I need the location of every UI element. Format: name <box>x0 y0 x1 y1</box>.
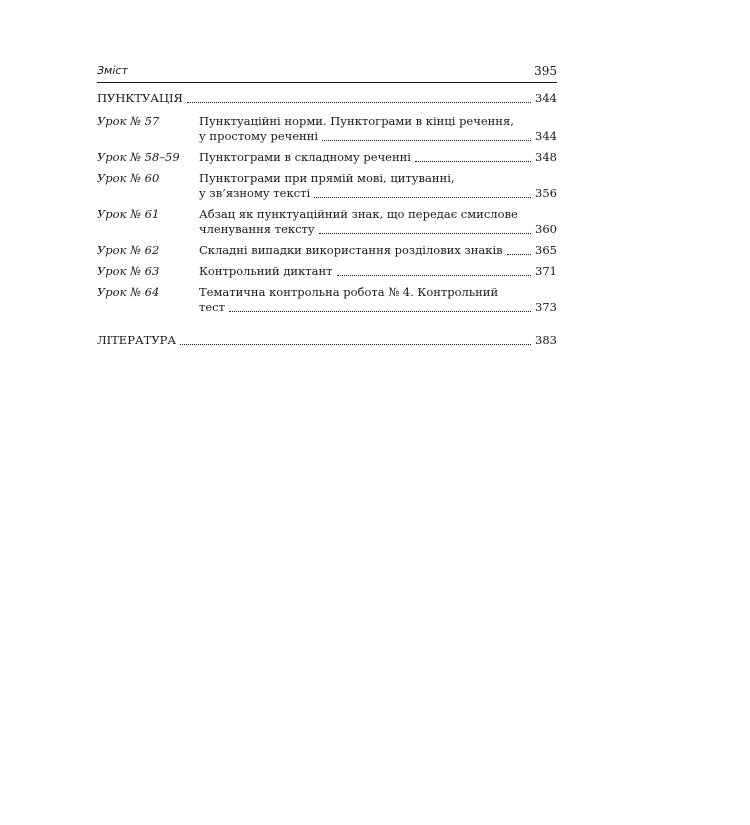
leader-dots <box>180 343 531 345</box>
lesson-label: Урок № 63 <box>97 264 160 278</box>
lesson-label: Урок № 61 <box>97 207 160 221</box>
section-title: Зміст <box>97 64 128 77</box>
lesson-title-line1: Пунктограми при прямій мові, цитуванні, <box>199 171 455 185</box>
leader-dots <box>229 310 531 312</box>
toc-page-number: 344 <box>535 129 557 143</box>
lesson-title-line1: Абзац як пунктуаційний знак, що передає смислове <box>199 207 518 221</box>
toc-page-number: 365 <box>535 243 557 257</box>
toc-lesson-62[interactable] <box>97 243 557 258</box>
toc-lesson-64[interactable] <box>97 285 557 315</box>
toc-part-title: ПУНКТУАЦІЯ <box>97 91 183 105</box>
lesson-title-line1: Складні випадки використання розділових знаків <box>199 243 503 257</box>
lesson-title <box>199 243 557 258</box>
lesson-label: Урок № 62 <box>97 243 160 257</box>
lesson-title-line2: членування тексту <box>199 222 315 236</box>
toc-lesson-63[interactable] <box>97 264 557 279</box>
lesson-label: Урок № 57 <box>97 114 160 128</box>
toc-lesson-61[interactable] <box>97 207 557 237</box>
lesson-title <box>199 264 557 279</box>
toc-part-punctuation[interactable] <box>97 91 557 106</box>
lesson-title <box>199 171 557 201</box>
toc-part-literature[interactable] <box>97 333 557 348</box>
toc-part-title: ЛІТЕРАТУРА <box>97 333 177 347</box>
toc-lesson-60[interactable] <box>97 171 557 201</box>
toc-lesson-57[interactable] <box>97 114 557 144</box>
lesson-title-line2: у простому реченні <box>199 129 319 143</box>
lesson-title <box>199 150 557 165</box>
toc-page-number: 356 <box>535 186 557 200</box>
lesson-title-line1: Пунктуаційні норми. Пунктограми в кінці речення, <box>199 114 514 128</box>
toc-lesson-58-59[interactable] <box>97 150 557 165</box>
toc-page-number: 373 <box>535 300 557 314</box>
lesson-label: Урок № 64 <box>97 285 160 299</box>
table-of-contents <box>97 91 557 348</box>
toc-page-number: 348 <box>535 150 557 164</box>
lesson-label: Урок № 58–59 <box>97 150 180 164</box>
leader-dots <box>319 232 531 234</box>
toc-page-number: 344 <box>535 91 557 105</box>
toc-page <box>97 60 557 356</box>
lesson-title-line1: Тематична контрольна робота № 4. Контрольний <box>199 285 499 299</box>
leader-dots <box>322 139 531 141</box>
page-number: 395 <box>534 64 557 78</box>
toc-page-number: 371 <box>535 264 557 278</box>
lesson-title-line1: Контрольний диктант <box>199 264 333 278</box>
leader-dots <box>415 160 531 162</box>
lesson-title <box>199 114 557 144</box>
leader-dots <box>337 274 531 276</box>
leader-dots <box>507 253 531 255</box>
lesson-title-line1: Пунктограми в складному реченні <box>199 150 411 164</box>
lesson-title-line2: у зв’язному тексті <box>199 186 311 200</box>
toc-page-number: 383 <box>535 333 557 347</box>
lesson-label: Урок № 60 <box>97 171 160 185</box>
toc-page-number: 360 <box>535 222 557 236</box>
lesson-title-line2: тест <box>199 300 225 314</box>
running-header <box>97 60 557 83</box>
leader-dots <box>187 101 531 103</box>
lesson-title <box>199 285 557 315</box>
leader-dots <box>314 196 531 198</box>
lesson-title <box>199 207 557 237</box>
